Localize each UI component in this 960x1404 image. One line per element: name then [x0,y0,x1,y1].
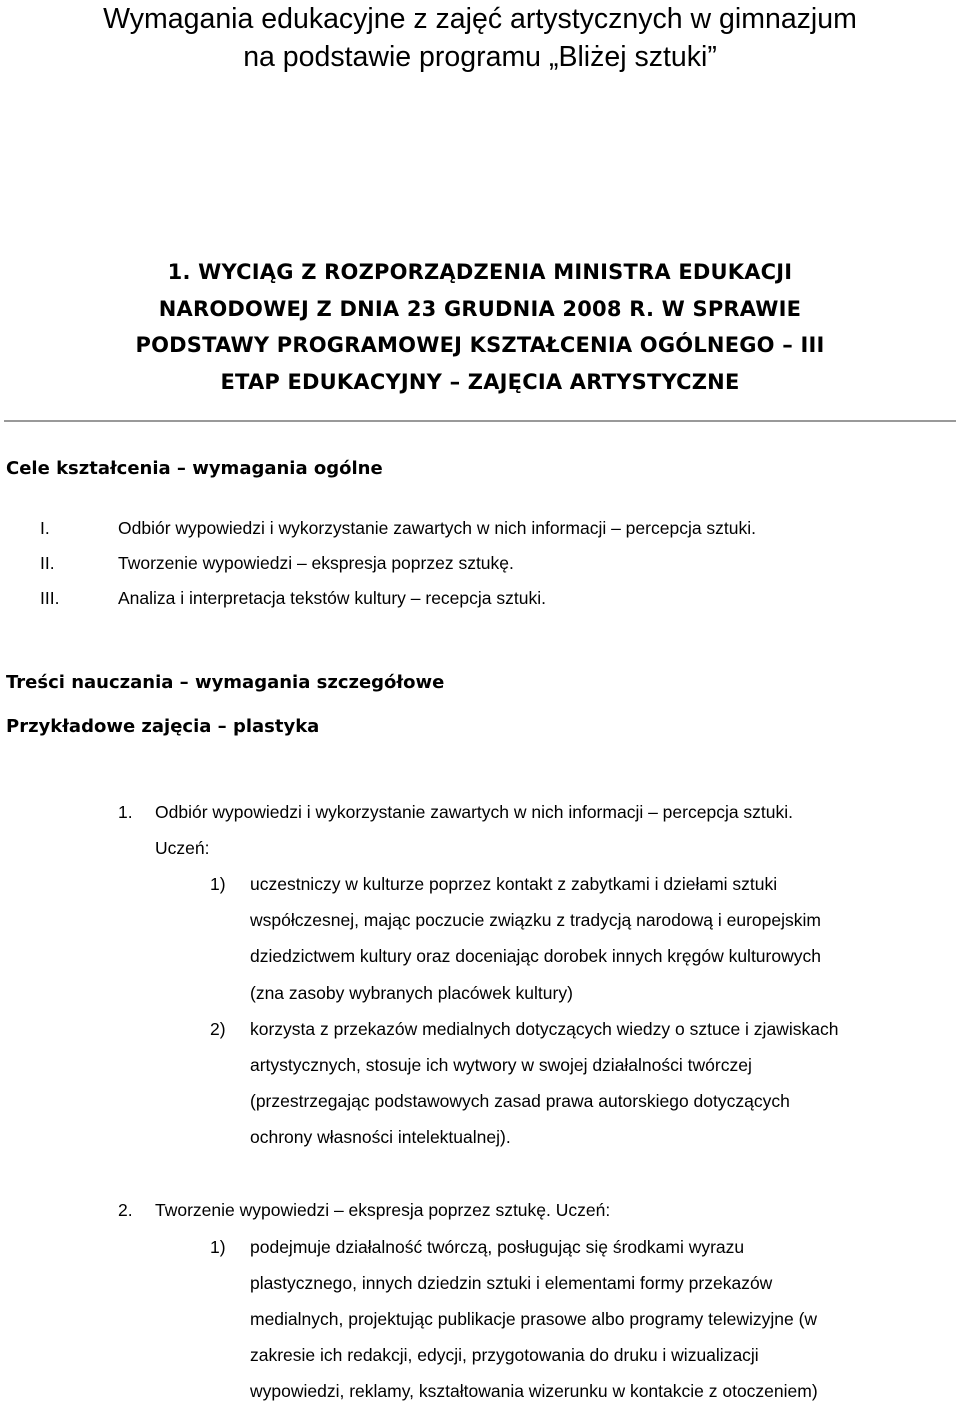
horizontal-rule [4,420,956,422]
item-line: współczesnej, mając poczucie związku z tradycją narodową i europejskim [250,910,821,930]
item-line: dziedzictwem kultury oraz doceniając dorobek innych kręgów kulturowych [250,946,821,966]
section-title: Odbiór wypowiedzi i wykorzystanie zawartych w nich informacji – percepcja sztuki. [155,802,794,822]
item-line: podejmuje działalność twórczą, posługując się środkami wyrazu [250,1237,745,1257]
section-number: 2. [118,1200,133,1220]
item-line: zakresie ich redakcji, edycji, przygotowania do druku i wizualizacji [250,1345,759,1365]
item-line: wypowiedzi, reklamy, kształtowania wizerunku w kontakcie z otoczeniem) [250,1381,818,1401]
item-line: uczestniczy w kulturze poprzez kontakt z zabytkami i dziełami sztuki [250,874,778,894]
goal-number: II. [40,553,55,573]
item-line: (zna zasoby wybranych placówek kultury) [250,983,573,1003]
title-line: na podstawie programu „Bliżej sztuki” [243,41,717,73]
section-number: 1. [118,802,133,822]
item-number: 2) [210,1019,226,1039]
heading-line: ETAP EDUKACYJNY – ZAJĘCIA ARTYSTYCZNE [220,369,740,394]
student-label: Uczeń: [155,838,210,858]
item-line: ochrony własności intelektualnej). [250,1127,511,1147]
item-number: 1) [210,874,226,894]
section-heading [80,254,880,400]
content-heading: Treści nauczania – wymagania szczegółowe [6,672,445,693]
item-line: (przestrzegając podstawowych zasad prawa autorskiego dotyczących [250,1091,790,1111]
heading-line: NARODOWEJ Z DNIA 23 GRUDNIA 2008 R. W SPRAWIE [158,296,802,321]
goal-text: Analiza i interpretacja tekstów kultury – recepcja sztuki. [118,588,546,608]
item-line: artystycznych, stosuje ich wytwory w swojej działalności twórczej [250,1055,752,1075]
goals-heading: Cele kształcenia – wymagania ogólne [6,458,383,479]
title-line: Wymagania edukacyjne z zajęć artystycznych w gimnazjum [103,3,857,35]
item-number: 1) [210,1237,226,1257]
section-title: Tworzenie wypowiedzi – ekspresja poprzez sztukę. Uczeń: [155,1200,611,1220]
goal-text: Tworzenie wypowiedzi – ekspresja poprzez sztukę. [118,553,514,573]
heading-line: PODSTAWY PROGRAMOWEJ KSZTAŁCENIA OGÓLNEGO – III [135,333,825,357]
example-heading: Przykładowe zajęcia – plastyka [6,716,320,737]
item-line: plastycznego, innych dziedzin sztuki i elementami formy przekazów [250,1273,773,1293]
goal-text: Odbiór wypowiedzi i wykorzystanie zawartych w nich informacji – percepcja sztuki. [118,518,757,538]
heading-line: 1. WYCIĄG Z ROZPORZĄDZENIA MINISTRA EDUKACJI [167,260,793,284]
document-title [0,0,960,76]
item-line: medialnych, projektując publikacje prasowe albo programy telewizyjne (w [250,1309,818,1329]
goal-number: III. [40,588,60,608]
item-line: korzysta z przekazów medialnych dotyczących wiedzy o sztuce i zjawiskach [250,1019,839,1039]
goal-number: I. [40,518,50,538]
